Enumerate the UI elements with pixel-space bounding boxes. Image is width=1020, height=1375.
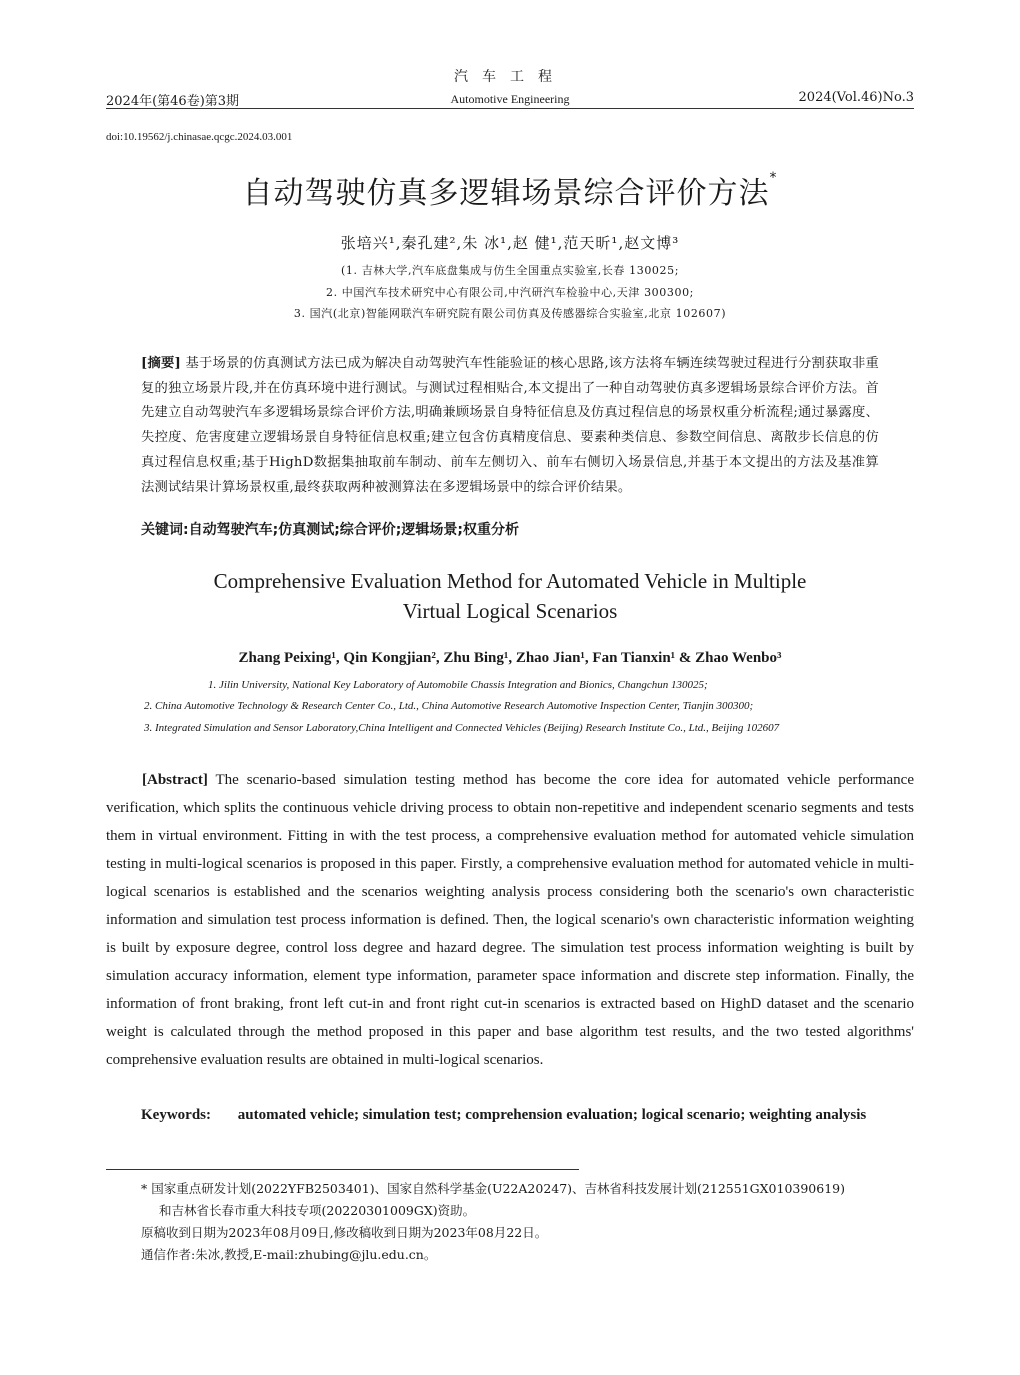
footnotes — [141, 1178, 914, 1266]
keywords-en-label: Keywords: — [141, 1107, 211, 1123]
header-rule — [106, 108, 914, 109]
corresponding-author-note: 通信作者:朱冰,教授,E-mail:zhubing@jlu.edu.cn。 — [141, 1247, 437, 1262]
abstract-en-text: The scenario-based simulation testing method has become the core idea for automated vehicle performance verification, which splits the continuous vehicle driving process to obtain non-repetitive and independent scenario segments and tests them in virtual environment. Fitting in with the test process, a comprehensive evaluation method for automated vehicle simulation testing in multi-logical scenarios is proposed in this paper. Firstly, a comprehensive evaluation method for automated vehicle in multi-logical scenarios is established and the scenarios weighting analysis process considering both the scenario's own characteristic information and simulation test process information is defined. Then, the logical scenario's own characteristic information weighting is built by exposure degree, control loss degree and hazard degree. The simulation test process information weighting is built by simulation accuracy information, element type information, parameter space information and discrete step information. Finally, the information of front braking, front left cut-in and front right cut-in scenarios is extracted based on HighD dataset and the scenario weight is calculated through the method proposed in this paper and base algorithm test results, and the two tested algorithms' comprehensive evaluation results are obtained in multi-logical scenarios. — [106, 772, 915, 1068]
paper-title-en — [0, 566, 1020, 626]
abstract-en-label: [Abstract] — [142, 772, 208, 788]
title-footnote-mark: * — [769, 170, 778, 186]
issue-cn: 2024年(第46卷)第3期 — [106, 94, 240, 109]
paper-title-en-line2: Virtual Logical Scenarios — [402, 599, 618, 623]
abstract-cn-label: [摘要] — [141, 356, 182, 371]
keywords-en — [141, 1102, 914, 1128]
journal-name: 汽车工程 — [454, 69, 566, 85]
doi[interactable]: doi:10.19562/j.chinasae.qcgc.2024.03.001 — [106, 131, 293, 143]
affiliation-cn-2: 2. 中国汽车技术研究中心有限公司,中汽研汽车检验中心,天津 300300; — [326, 286, 694, 299]
affiliation-en-1: 1. Jilin University, National Key Laboratory of Automobile Chassis Integration and Bionics, Changchun 130025; — [208, 679, 708, 691]
paper-title-en-line1: Comprehensive Evaluation Method for Automated Vehicle in Multiple — [213, 569, 807, 593]
funding-note-line2: 和吉林省长春市重大科技专项(20220301009GX)资助。 — [159, 1203, 476, 1218]
keywords-en-text: automated vehicle; simulation test; comprehension evaluation; logical scenario; weighting analysis — [237, 1107, 867, 1123]
keywords-cn: 关键词:自动驾驶汽车;仿真测试;综合评价;逻辑场景;权重分析 — [141, 522, 519, 538]
affiliation-en-2: 2. China Automotive Technology & Research Center Co., Ltd., China Automotive Research Automotive Inspection Center, Tianjin 300300; — [144, 700, 754, 712]
issue-en: 2024(Vol.46)No.3 — [798, 90, 914, 105]
affiliation-cn-1: (1. 吉林大学,汽车底盘集成与仿生全国重点实验室,长春 130025; — [340, 264, 680, 277]
authors-en: Zhang Peixing¹, Qin Kongjian², Zhu Bing¹, Zhao Jian¹, Fan Tianxin¹ & Zhao Wenbo³ — [238, 650, 782, 666]
paper-title-cn — [0, 168, 1020, 212]
received-date-note: 原稿收到日期为2023年08月09日,修改稿收到日期为2023年08月22日。 — [141, 1225, 548, 1240]
affiliation-cn-3: 3. 国汽(北京)智能网联汽车研究院有限公司仿真及传感器综合实验室,北京 102607) — [293, 307, 727, 320]
affiliation-en-3: 3. Integrated Simulation and Sensor Laboratory,China Intelligent and Connected Vehicles (Beijing) Research Institute Co., Ltd., Beijing 102607 — [144, 722, 780, 734]
title-text: 自动驾驶仿真多逻辑场景综合评价方法 — [242, 176, 770, 211]
running-header — [106, 86, 914, 108]
abstract-cn-text: 基于场景的仿真测试方法已成为解决自动驾驶汽车性能验证的核心思路,该方法将车辆连续驾驶过程进行分割获取非重复的独立场景片段,并在仿真环境中进行测试。与测试过程相贴合,本文提出了一种自动驾驶仿真多逻辑场景综合评价方法。首先建立自动驾驶汽车多逻辑场景综合评价方法,明确兼顾场景自身特征信息及仿真过程信息的场景权重分析流程;通过暴露度、失控度、危害度建立逻辑场景自身特征信息权重;建立包含仿真精度信息、要素种类信息、参数空间信息、离散步长信息的仿真过程信息权重;基于HighD数据集抽取前车制动、前车左侧切入、前车右侧切入场景信息,并基于本文提出的方法及基准算法测试结果计算场景权重,最终获取两种被测算法在多逻辑场景中的综合评价结果。 — [141, 356, 880, 495]
funding-note-line1: * 国家重点研发计划(2022YFB2503401)、国家自然科学基金(U22A20247)、吉林省科技发展计划(212551GX010390619) — [141, 1181, 845, 1196]
authors-cn: 张培兴¹,秦孔建²,朱 冰¹,赵 健¹,范天昕¹,赵文博³ — [340, 234, 680, 252]
abstract-cn — [141, 352, 879, 500]
journal-name-en: Automotive Engineering — [450, 92, 570, 106]
abstract-en — [106, 766, 914, 1074]
footnote-rule — [106, 1169, 579, 1170]
